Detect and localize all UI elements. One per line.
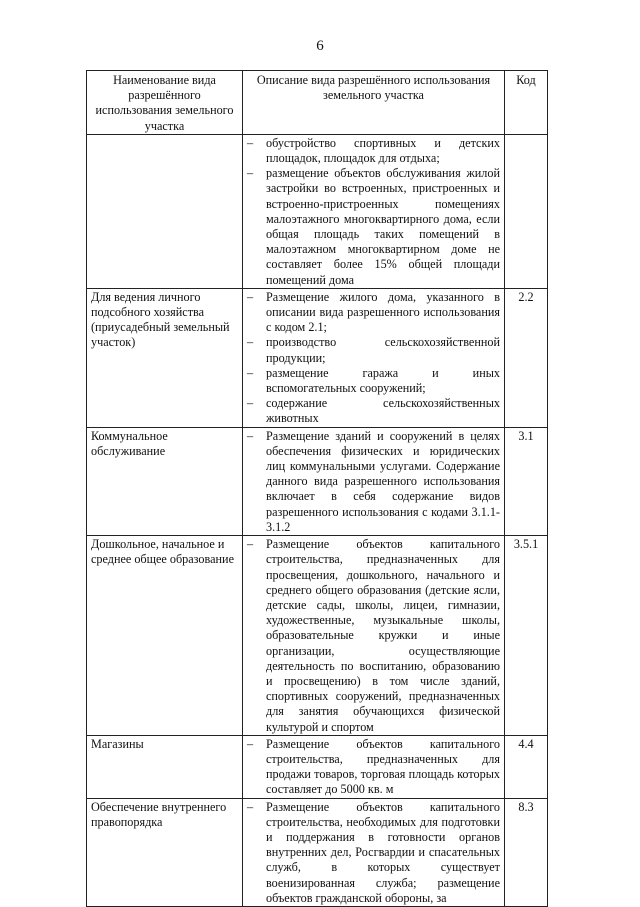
description-list-item <box>247 335 500 365</box>
list-dash: – <box>247 736 254 751</box>
land-use-code-cell: 2.2 <box>505 288 548 427</box>
table-row <box>87 536 548 736</box>
description-list-item <box>247 290 500 336</box>
description-text: Размещение объектов капитального строительства, предназначенных для просвещения, дошкольного, начального и среднего общего образования (детские ясли, детские сады, школы, лицеи, гимназии, художественные, музыкальные школы, образовательные кружки и иные организации, осуществляющие деятельность по воспитанию, образованию и просвещению) в том числе зданий, спортивных сооружений, предназначенных для занятия обучающихся физической культурой и спортом <box>266 537 500 734</box>
header-description-column: Описание вида разрешённого использования земельного участка <box>243 71 505 135</box>
land-use-table <box>86 70 548 907</box>
description-text: размещение гаража и иных вспомогательных сооружений; <box>266 365 500 396</box>
list-dash: – <box>247 537 254 552</box>
description-text: обустройство спортивных и детских площадок, площадок для отдыха; <box>266 135 500 166</box>
table-row <box>87 735 548 798</box>
table-row <box>87 288 548 427</box>
description-text: Размещение жилого дома, указанного в описании вида разрешенного использования с кодом 2.1; <box>266 289 500 335</box>
header-name-column: Наименование вида разрешённого использования земельного участка <box>87 71 243 135</box>
land-use-name-cell: Для ведения личного подсобного хозяйства (приусадебный земельный участок) <box>87 288 243 427</box>
description-list-item <box>247 166 500 288</box>
land-use-name-cell: Магазины <box>87 735 243 798</box>
description-text: Размещение объектов капитального строительства, предназначенных для продажи товаров, торговая площадь которых составляет до 5000 кв. м <box>266 736 500 797</box>
header-code-column: Код <box>505 71 548 135</box>
land-use-code-cell <box>505 134 548 288</box>
page-number: 6 <box>316 38 324 54</box>
description-list-item <box>247 800 500 906</box>
table-row <box>87 798 548 906</box>
description-list-item <box>247 396 500 426</box>
land-use-description-cell <box>243 798 505 906</box>
land-use-name-cell: Коммунальное обслуживание <box>87 427 243 535</box>
list-dash: – <box>247 396 254 411</box>
land-use-name-cell: Обеспечение внутреннего правопорядка <box>87 798 243 906</box>
list-dash: – <box>247 166 254 181</box>
list-dash: – <box>247 365 254 380</box>
table-row <box>87 134 548 288</box>
land-use-code-cell: 3.1 <box>505 427 548 535</box>
list-dash: – <box>247 135 254 150</box>
land-use-name-cell <box>87 134 243 288</box>
table-header-row <box>87 71 548 135</box>
land-use-description-cell <box>243 134 505 288</box>
list-dash: – <box>247 289 254 304</box>
land-use-code-cell: 3.5.1 <box>505 536 548 736</box>
description-text: содержание сельскохозяйственных животных <box>266 396 500 426</box>
list-dash: – <box>247 799 254 814</box>
land-use-code-cell: 4.4 <box>505 735 548 798</box>
description-text: Размещение объектов капитального строительства, необходимых для подготовки и поддержания в готовности органов внутренних дел, Росгвардии и спасательных служб, в которых существует военизированная служба; размещение объектов гражданской обороны, за <box>266 799 500 905</box>
description-list-item <box>247 429 500 535</box>
list-dash: – <box>247 428 254 443</box>
land-use-description-cell <box>243 427 505 535</box>
land-use-code-cell: 8.3 <box>505 798 548 906</box>
description-list-item <box>247 537 500 735</box>
description-text: производство сельскохозяйственной продукции; <box>266 335 500 365</box>
land-use-description-cell <box>243 536 505 736</box>
description-text: Размещение зданий и сооружений в целях обеспечения физических и юридических лиц коммунальными услугами. Содержание данного вида разрешенного использования включает в себя содержание видов разрешенного использования с кодами 3.1.1-3.1.2 <box>266 428 500 534</box>
list-dash: – <box>247 335 254 350</box>
table-row <box>87 427 548 535</box>
land-use-name-cell: Дошкольное, начальное и среднее общее образование <box>87 536 243 736</box>
description-list-item <box>247 136 500 166</box>
description-text: размещение объектов обслуживания жилой застройки во встроенных, пристроенных и встроенно-пристроенных помещениях малоэтажного многоквартирного дома, если общая площадь таких помещений в малоэтажном многоквартирном доме не составляет более 15% общей площади помещений дома <box>266 166 500 287</box>
land-use-description-cell <box>243 735 505 798</box>
land-use-description-cell <box>243 288 505 427</box>
description-list-item <box>247 737 500 798</box>
description-list-item <box>247 366 500 396</box>
